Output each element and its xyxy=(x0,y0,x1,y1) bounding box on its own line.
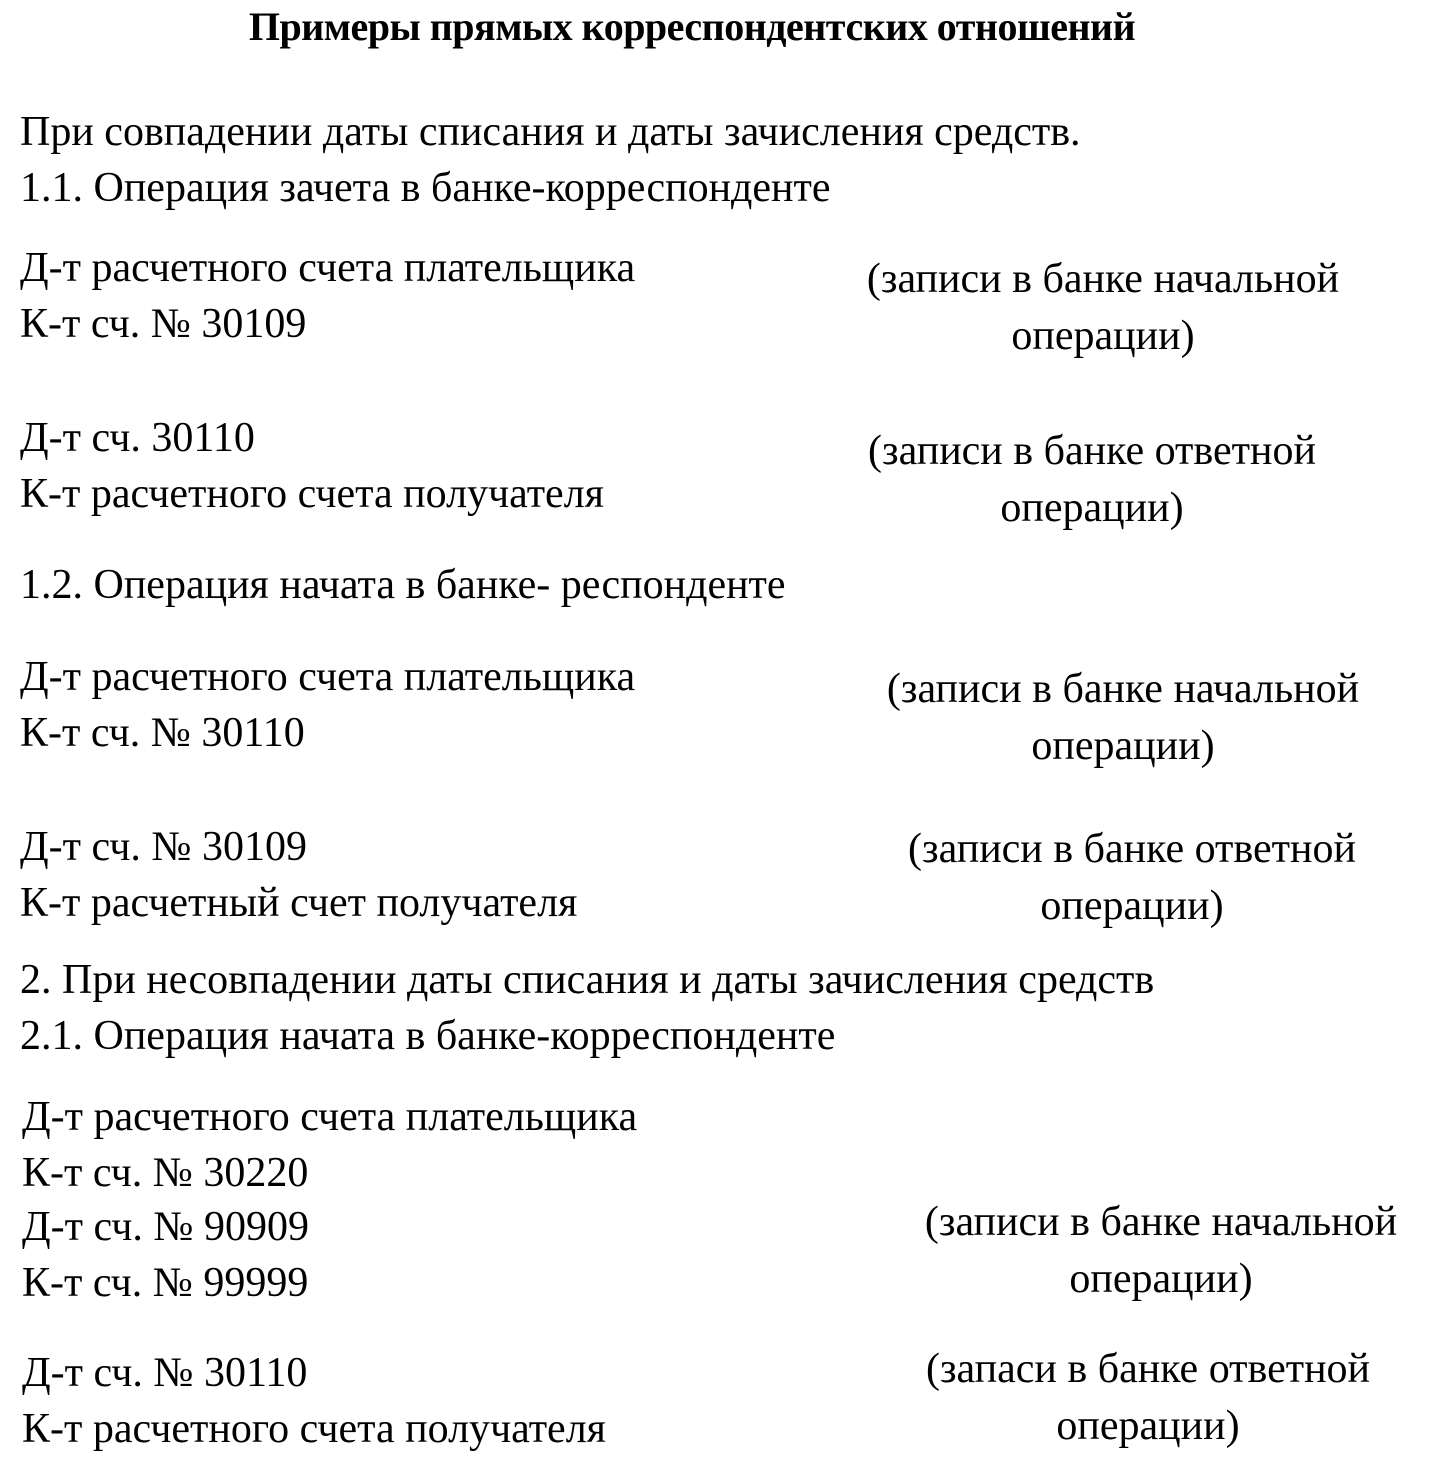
entry-note-line: (запаси в банке ответной xyxy=(925,1346,1371,1392)
entry-note-line: (записи в банке ответной xyxy=(908,826,1356,872)
entry-note xyxy=(870,821,1394,935)
entry-line: К-т расчетного счета получателя xyxy=(22,1406,606,1452)
entry-line: К-т сч. № 30220 xyxy=(22,1150,309,1196)
entry-line: К-т расчетный счет получателя xyxy=(20,880,578,926)
subsection-2-1-heading: 2.1. Операция начата в банке-корреспонденте xyxy=(20,1013,836,1059)
entry-line: К-т расчетного счета получателя xyxy=(20,471,604,517)
entry-note-line: (записи в банке начальной xyxy=(924,1199,1398,1245)
entry-note xyxy=(886,1341,1410,1455)
entry-line: Д-т расчетного счета плательщика xyxy=(20,245,636,291)
subsection-1-2-heading: 1.2. Операция начата в банке- респонденте xyxy=(20,562,786,608)
entry-note-line: операции) xyxy=(1031,723,1215,769)
entry-note-line: (записи в банке начальной xyxy=(866,256,1340,302)
entry-line: К-т сч. № 99999 xyxy=(22,1260,309,1306)
entry-note-line: операции) xyxy=(1000,485,1184,531)
entry-line: Д-т сч. № 30110 xyxy=(22,1350,308,1396)
entry-line: К-т сч. № 30109 xyxy=(20,301,307,347)
section-1-heading: При совпадении даты списания и даты зачисления средств. xyxy=(20,109,1081,155)
entry-line: Д-т расчетного счета плательщика xyxy=(22,1094,638,1140)
page-title: Примеры прямых корреспондентских отношений xyxy=(248,4,1136,49)
entry-line: Д-т расчетного счета плательщика xyxy=(20,654,636,700)
entry-note xyxy=(826,251,1380,365)
subsection-1-1-heading: 1.1. Операция зачета в банке-корреспонденте xyxy=(20,165,831,211)
entry-note-line: операции) xyxy=(1011,313,1195,359)
entry-note-line: (записи в банке ответной xyxy=(868,428,1316,474)
entry-note-line: операции) xyxy=(1069,1256,1253,1302)
entry-note xyxy=(884,1194,1438,1308)
entry-note-line: операции) xyxy=(1056,1403,1240,1449)
entry-line: К-т сч. № 30110 xyxy=(20,710,305,756)
entry-line: Д-т сч. 30110 xyxy=(20,415,255,461)
entry-line: Д-т сч. № 30109 xyxy=(20,824,307,870)
entry-note-line: операции) xyxy=(1040,883,1224,929)
entry-note xyxy=(846,661,1400,775)
entry-note xyxy=(830,423,1354,537)
entry-note-line: (записи в банке начальной xyxy=(886,666,1360,712)
entry-line: Д-т сч. № 90909 xyxy=(22,1204,309,1250)
section-2-heading: 2. При несовпадении даты списания и даты зачисления средств xyxy=(20,957,1155,1003)
